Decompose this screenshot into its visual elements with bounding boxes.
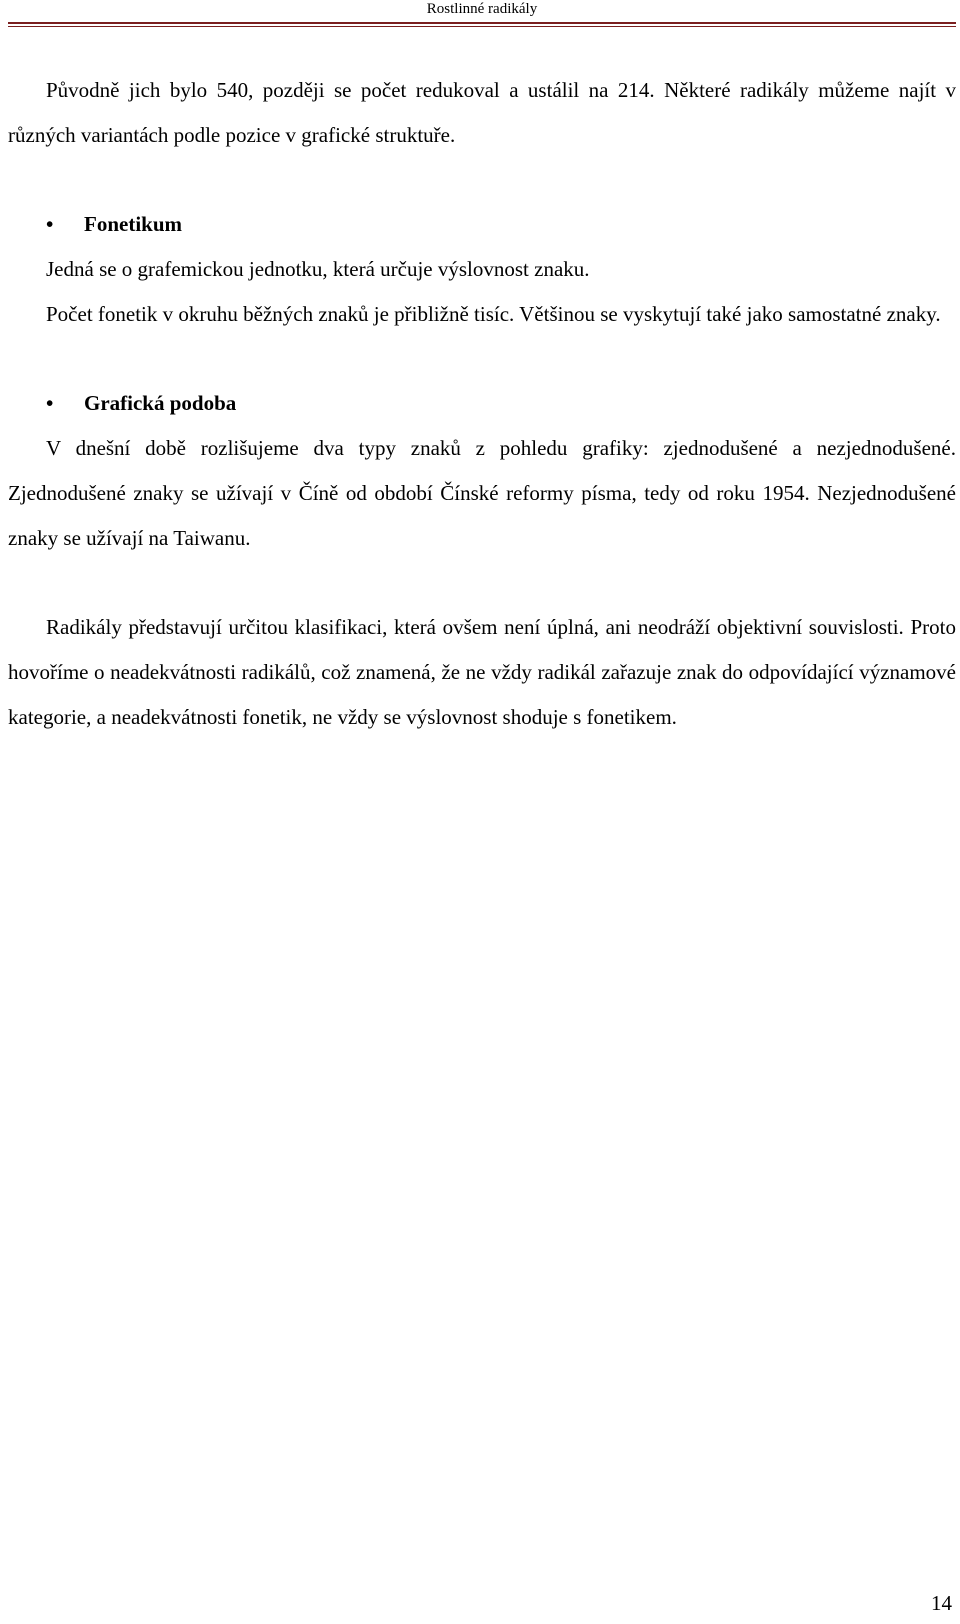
bullet-heading-fonetikum xyxy=(46,202,956,247)
spacer xyxy=(8,158,956,202)
bullet-heading-graficka xyxy=(46,381,956,426)
page-number: 14 xyxy=(931,1591,952,1615)
page-body xyxy=(8,68,956,740)
running-header: Rostlinné radikály xyxy=(426,1,538,17)
paragraph-fonetikum-2: Počet fonetik v okruhu běžných znaků je přibližně tisíc. Většinou se vyskytují také jako samostatné znaky. xyxy=(46,302,941,326)
bullet-icon: • xyxy=(46,391,54,415)
paragraph-intro: Původně jich bylo 540, později se počet redukoval a ustálil na 214. Některé radikály můžeme najít v různých variantách podle pozice v grafické struktuře. xyxy=(8,78,956,147)
section-heading: Grafická podoba xyxy=(84,391,237,415)
bullet-icon: • xyxy=(46,212,54,236)
section-heading: Fonetikum xyxy=(84,212,183,236)
spacer xyxy=(8,561,956,605)
paragraph-graficka-1: V dnešní době rozlišujeme dva typy znaků z pohledu grafiky: zjednodušené a nezjednodušené. Zjednodušené znaky se užívají v Číně od období Čínské reformy písma, tedy od roku 1954. Nezjednodušené znaky se užívají na Taiwanu. xyxy=(8,436,956,550)
header-rule-thin xyxy=(8,26,956,27)
header-rule xyxy=(8,22,956,24)
spacer xyxy=(8,337,956,381)
paragraph-conclusion: Radikály představují určitou klasifikaci, která ovšem není úplná, ani neodráží objektivní souvislosti. Proto hovoříme o neadekvátnosti radikálů, což znamená, že ne vždy radikál zařazuje znak do odpovídající významové kategorie, a neadekvátnosti fonetik, ne vždy se výslovnost shoduje s fonetikem. xyxy=(8,615,956,729)
paragraph-fonetikum-1: Jedná se o grafemickou jednotku, která určuje výslovnost znaku. xyxy=(46,257,590,281)
